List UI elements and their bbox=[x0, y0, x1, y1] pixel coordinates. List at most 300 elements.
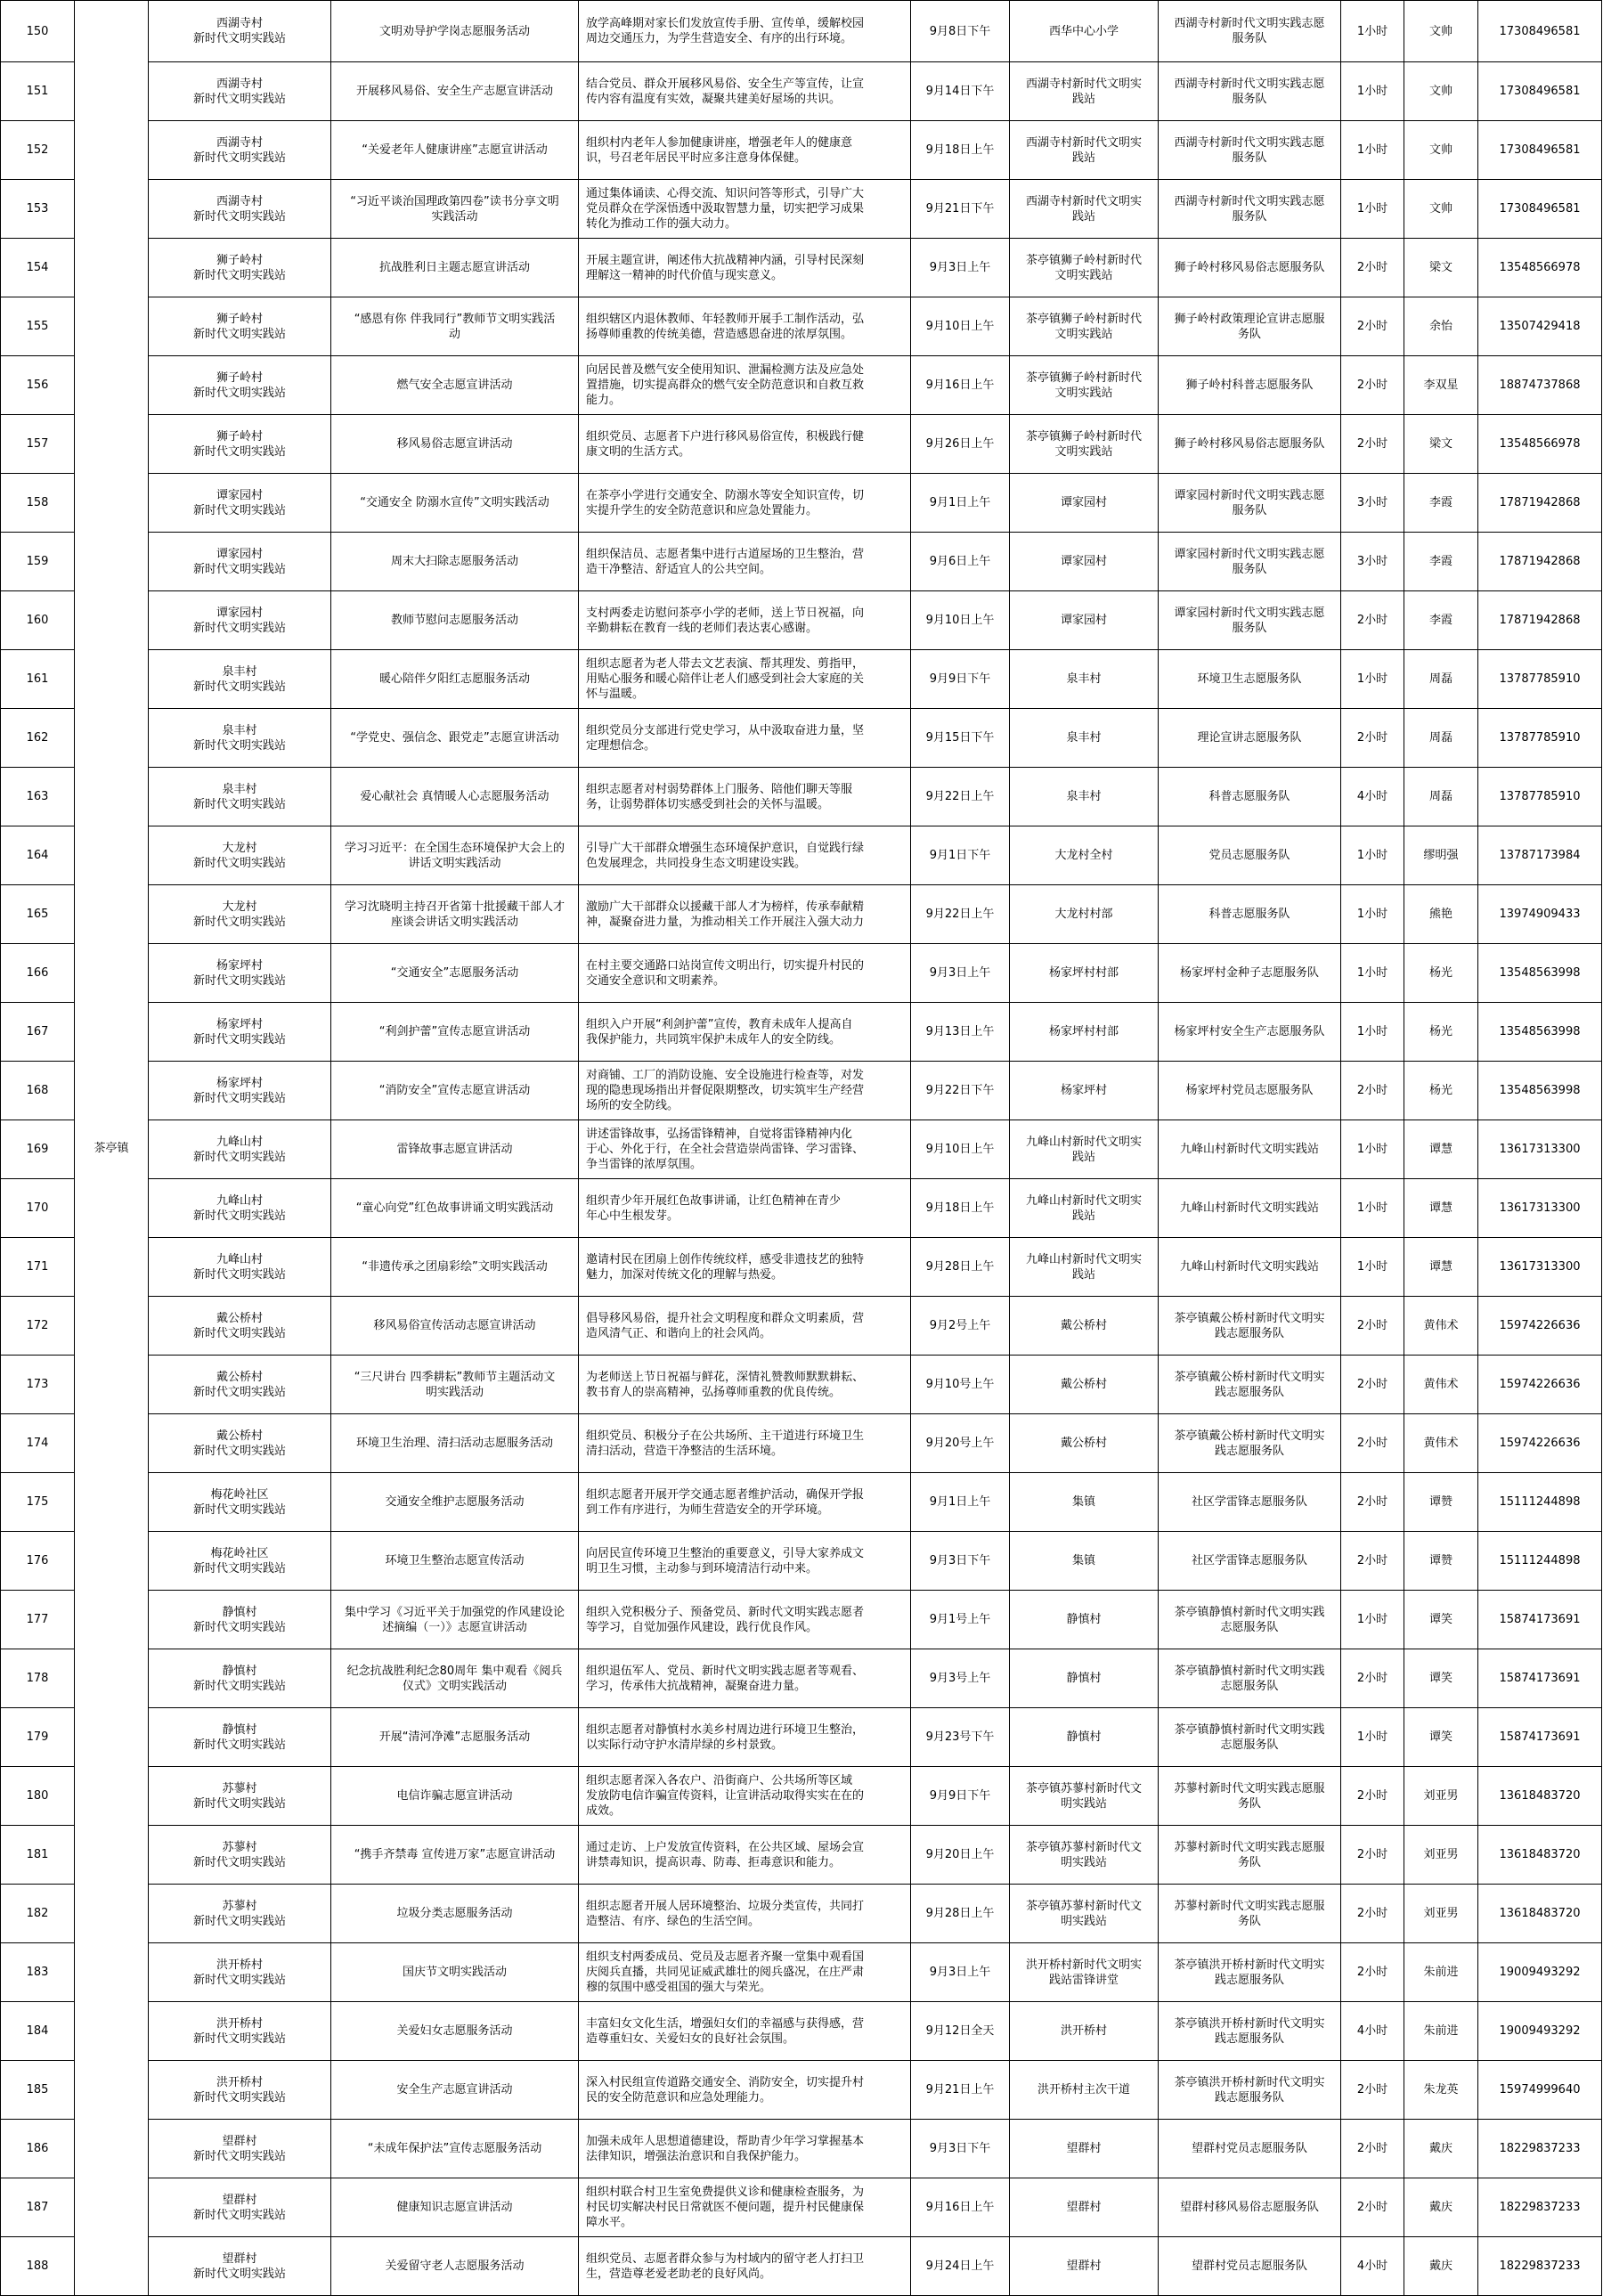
cell-content-line: 争当雷锋的浓厚氛围。 bbox=[586, 1158, 703, 1171]
cell-duration: 2小时 bbox=[1341, 1356, 1404, 1414]
cell-place-line: 西湖寺村新时代文明实 bbox=[1025, 194, 1142, 208]
cell-place-line: 茶亭镇狮子岭村新时代 bbox=[1025, 312, 1142, 326]
cell-content-line: 倡导移风易俗，提升社会文明程度和群众文明素质，营 bbox=[586, 1311, 865, 1325]
cell-team bbox=[1159, 1473, 1341, 1532]
cell-station-line: 戴公桥村 bbox=[216, 1311, 263, 1325]
cell-phone: 13617313300 bbox=[1478, 1120, 1602, 1179]
cell-station bbox=[149, 1414, 331, 1473]
cell-team-line: 茶亭镇静慎村新时代文明实践 bbox=[1174, 1605, 1325, 1619]
cell-content bbox=[579, 121, 911, 180]
cell-contact: 李双星 bbox=[1404, 356, 1478, 415]
cell-team bbox=[1159, 1238, 1341, 1297]
cell-station-line: 静慎村 bbox=[222, 1664, 257, 1678]
cell-contact: 刘亚男 bbox=[1404, 1885, 1478, 1943]
cell-duration: 1小时 bbox=[1341, 1179, 1404, 1238]
cell-station-line: 杨家坪村 bbox=[216, 1017, 263, 1031]
cell-content bbox=[579, 533, 911, 591]
cell-phone: 15874173691 bbox=[1478, 1591, 1602, 1649]
cell-activity-line: 安全生产志愿宣讲活动 bbox=[396, 2083, 513, 2097]
cell-team-line: 服务队 bbox=[1232, 209, 1267, 224]
cell-activity-line: “交通安全”志愿服务活动 bbox=[390, 966, 519, 980]
cell-station-line: 新时代文明实践站 bbox=[192, 92, 286, 106]
cell-content bbox=[579, 885, 911, 944]
cell-place-line: 践站 bbox=[1071, 92, 1095, 106]
cell-number: 167 bbox=[1, 1003, 75, 1062]
cell-number: 179 bbox=[1, 1708, 75, 1767]
cell-duration: 1小时 bbox=[1341, 1003, 1404, 1062]
cell-station bbox=[149, 1003, 331, 1062]
cell-station bbox=[149, 1885, 331, 1943]
cell-phone: 13548563998 bbox=[1478, 1003, 1602, 1062]
cell-team-line: 务队 bbox=[1237, 327, 1261, 341]
cell-station bbox=[149, 885, 331, 944]
cell-activity bbox=[331, 885, 579, 944]
table-row bbox=[1, 121, 1602, 180]
cell-content-line: 加强未成年人思想道德建设，帮助青少年学习掌握基本 bbox=[586, 2134, 865, 2148]
cell-station-line: 狮子岭村 bbox=[216, 253, 263, 267]
cell-content-line: 法律知识，增强法治意识和自我保护能力。 bbox=[586, 2149, 807, 2163]
cell-team bbox=[1159, 709, 1341, 768]
cell-content-line: 组织志愿者对村弱势群体上门服务、陪他们聊天等服 bbox=[586, 782, 853, 796]
cell-place bbox=[1010, 650, 1159, 709]
cell-place-line: 静慎村 bbox=[1066, 1730, 1102, 1744]
cell-activity-line: 移风易俗宣传活动志愿宣讲活动 bbox=[373, 1319, 536, 1332]
cell-date: 9月28日上午 bbox=[911, 1238, 1010, 1297]
cell-content-line: 教书育人的崇高精神，弘扬尊师重教的优良传统。 bbox=[586, 1385, 842, 1399]
cell-content bbox=[579, 1414, 911, 1473]
cell-place bbox=[1010, 2002, 1159, 2061]
cell-activity-line: “童心向党”红色故事讲诵文明实践活动 bbox=[355, 1201, 554, 1215]
cell-team-line: 服务队 bbox=[1232, 151, 1267, 165]
cell-place bbox=[1010, 297, 1159, 356]
cell-team bbox=[1159, 650, 1341, 709]
cell-station-line: 新时代文明实践站 bbox=[192, 738, 286, 753]
cell-activity bbox=[331, 2178, 579, 2237]
cell-content-line: 为老师送上节日祝福与鲜花，深情礼赞教师默默耕耘、 bbox=[586, 1370, 865, 1384]
cell-content bbox=[579, 1943, 911, 2002]
cell-content bbox=[579, 1532, 911, 1591]
cell-date: 9月6日上午 bbox=[911, 533, 1010, 591]
cell-content-line: 我保护能力，共同筑牢保护未成年人的安全防线。 bbox=[586, 1032, 842, 1046]
cell-station-line: 西湖寺村 bbox=[216, 135, 263, 150]
cell-place-line: 戴公桥村 bbox=[1060, 1319, 1107, 1332]
cell-activity-line: “学党史、强信念、跟党走”志愿宣讲活动 bbox=[350, 731, 559, 745]
cell-content bbox=[579, 826, 911, 885]
cell-station-line: 谭家园村 bbox=[216, 488, 263, 502]
cell-activity bbox=[331, 1532, 579, 1591]
cell-place-line: 文明实践站 bbox=[1054, 268, 1113, 282]
cell-team bbox=[1159, 591, 1341, 650]
cell-place-line: 践站 bbox=[1071, 1267, 1095, 1282]
cell-place-line: 明实践站 bbox=[1060, 1855, 1107, 1869]
cell-phone: 19009493292 bbox=[1478, 2002, 1602, 2061]
cell-station-line: 梅花岭社区 bbox=[210, 1546, 269, 1560]
cell-content bbox=[579, 591, 911, 650]
table-row bbox=[1, 62, 1602, 121]
cell-activity-line: 教师节慰问志愿服务活动 bbox=[390, 614, 518, 627]
cell-contact: 谭慧 bbox=[1404, 1179, 1478, 1238]
cell-content-line: 组织入党积极分子、预备党员、新时代文明实践志愿者 bbox=[586, 1605, 865, 1619]
cell-content bbox=[579, 1238, 911, 1297]
cell-place bbox=[1010, 1532, 1159, 1591]
table-row bbox=[1, 2237, 1602, 2296]
cell-station-line: 新时代文明实践站 bbox=[192, 1444, 286, 1458]
cell-team-line: 服务队 bbox=[1232, 621, 1267, 635]
cell-content-line: 理解这一精神的时代价值与现实意义。 bbox=[586, 268, 784, 282]
cell-content-line: 组织保洁员、志愿者集中进行古道屋场的卫生整治，营 bbox=[586, 547, 865, 561]
cell-place-line: 洪开桥村 bbox=[1060, 2024, 1107, 2038]
cell-content bbox=[579, 1062, 911, 1120]
cell-phone: 17871942868 bbox=[1478, 474, 1602, 533]
cell-place-line: 明实践站 bbox=[1060, 1914, 1107, 1928]
cell-duration: 2小时 bbox=[1341, 1943, 1404, 2002]
cell-team-line: 社区学雷锋志愿服务队 bbox=[1191, 1554, 1307, 1567]
cell-date: 9月3号上午 bbox=[911, 1649, 1010, 1708]
cell-station-line: 新时代文明实践站 bbox=[192, 1326, 286, 1340]
cell-team bbox=[1159, 1826, 1341, 1885]
cell-content-line: 学习，传承伟大抗战精神，凝聚奋进力量。 bbox=[586, 1679, 807, 1693]
cell-station-line: 杨家坪村 bbox=[216, 958, 263, 973]
cell-content bbox=[579, 1708, 911, 1767]
cell-station-line: 新时代文明实践站 bbox=[192, 1620, 286, 1634]
cell-duration: 4小时 bbox=[1341, 768, 1404, 826]
cell-content-line: 明卫生习惯，主动参与到环境清洁行动中来。 bbox=[586, 1561, 818, 1575]
cell-number: 152 bbox=[1, 121, 75, 180]
cell-duration: 2小时 bbox=[1341, 356, 1404, 415]
cell-date: 9月3日下午 bbox=[911, 2120, 1010, 2178]
cell-station bbox=[149, 2120, 331, 2178]
cell-place bbox=[1010, 1767, 1159, 1826]
cell-date: 9月10日上午 bbox=[911, 297, 1010, 356]
cell-content-line: 发放防电信诈骗宣传资料，让宣讲活动取得实实在在的 bbox=[586, 1789, 865, 1803]
cell-place bbox=[1010, 474, 1159, 533]
cell-activity bbox=[331, 650, 579, 709]
cell-place-line: 九峰山村新时代文明实 bbox=[1025, 1135, 1142, 1149]
cell-activity bbox=[331, 1356, 579, 1414]
table-row bbox=[1, 768, 1602, 826]
cell-contact: 朱前进 bbox=[1404, 1943, 1478, 2002]
cell-station-line: 新时代文明实践站 bbox=[192, 2090, 286, 2105]
cell-date: 9月10日上午 bbox=[911, 591, 1010, 650]
table-row bbox=[1, 1238, 1602, 1297]
cell-duration: 3小时 bbox=[1341, 474, 1404, 533]
cell-content-line: 魅力，加深对传统文化的理解与热爱。 bbox=[586, 1267, 784, 1282]
cell-content-line: 辛勤耕耘在教育一线的老师们表达衷心感谢。 bbox=[586, 621, 818, 635]
cell-content-line: 等学习，自觉加强作风建设，践行优良作风。 bbox=[586, 1620, 818, 1634]
cell-station bbox=[149, 1591, 331, 1649]
cell-station-line: 新时代文明实践站 bbox=[192, 621, 286, 635]
cell-content-line: 以实际行动守护水清岸绿的乡村景致。 bbox=[586, 1738, 784, 1752]
cell-phone: 15974999640 bbox=[1478, 2061, 1602, 2120]
cell-contact: 黄伟术 bbox=[1404, 1356, 1478, 1414]
cell-number: 160 bbox=[1, 591, 75, 650]
cell-station bbox=[149, 1532, 331, 1591]
cell-content-line: 放学高峰期对家长们发放宣传手册、宣传单，缓解校园 bbox=[586, 17, 865, 30]
cell-place-line: 茶亭镇狮子岭村新时代 bbox=[1025, 253, 1142, 267]
cell-place bbox=[1010, 1591, 1159, 1649]
cell-activity bbox=[331, 1885, 579, 1943]
cell-team-line: 狮子岭村科普志愿服务队 bbox=[1185, 379, 1314, 392]
cell-station-line: 新时代文明实践站 bbox=[192, 32, 286, 45]
cell-station-line: 泉丰村 bbox=[222, 723, 257, 737]
cell-phone: 13548563998 bbox=[1478, 944, 1602, 1003]
cell-duration: 2小时 bbox=[1341, 415, 1404, 474]
cell-contact: 朱前进 bbox=[1404, 2002, 1478, 2061]
cell-content-line: 定理想信念。 bbox=[586, 738, 656, 753]
cell-place bbox=[1010, 1414, 1159, 1473]
cell-content bbox=[579, 709, 911, 768]
cell-place-line: 茶亭镇狮子岭村新时代 bbox=[1025, 429, 1142, 444]
cell-team-line: 茶亭镇戴公桥村新时代文明实 bbox=[1174, 1311, 1325, 1325]
cell-place-line: 九峰山村新时代文明实 bbox=[1025, 1252, 1142, 1266]
cell-activity-line: 纪念抗战胜利纪念80周年 集中观看《阅兵 bbox=[346, 1664, 563, 1678]
cell-team bbox=[1159, 180, 1341, 239]
cell-place-line: 泉丰村 bbox=[1066, 672, 1102, 686]
cell-content bbox=[579, 1591, 911, 1649]
cell-phone: 15974226636 bbox=[1478, 1356, 1602, 1414]
table-row bbox=[1, 356, 1602, 415]
cell-contact: 文帅 bbox=[1404, 121, 1478, 180]
cell-content-line: 传内容有温度有实效，凝聚共建美好屋场的共识。 bbox=[586, 92, 842, 106]
cell-date: 9月8日下午 bbox=[911, 1, 1010, 62]
cell-place-line: 茶亭镇狮子岭村新时代 bbox=[1025, 370, 1142, 385]
cell-station-line: 洪开桥村 bbox=[216, 1958, 263, 1972]
cell-activity-line: 周末大扫除志愿服务活动 bbox=[390, 555, 518, 568]
cell-contact: 戴庆 bbox=[1404, 2120, 1478, 2178]
cell-date: 9月1日上午 bbox=[911, 474, 1010, 533]
cell-activity-line: “消防安全”宣传志愿宣讲活动 bbox=[378, 1084, 531, 1097]
cell-number: 180 bbox=[1, 1767, 75, 1826]
cell-activity bbox=[331, 591, 579, 650]
cell-content-line: 讲禁毒知识，提高识毒、防毒、拒毒意识和能力。 bbox=[586, 1855, 842, 1869]
table-row bbox=[1, 1767, 1602, 1826]
cell-duration: 4小时 bbox=[1341, 2237, 1404, 2296]
table-row bbox=[1, 1003, 1602, 1062]
cell-date: 9月12日全天 bbox=[911, 2002, 1010, 2061]
cell-station bbox=[149, 62, 331, 121]
cell-duration: 2小时 bbox=[1341, 2061, 1404, 2120]
cell-phone: 15874173691 bbox=[1478, 1708, 1602, 1767]
cell-number: 182 bbox=[1, 1885, 75, 1943]
cell-content bbox=[579, 356, 911, 415]
cell-content-line: 生，营造尊老爱老助老的良好风尚。 bbox=[586, 2267, 772, 2281]
cell-team-line: 西湖寺村新时代文明实践志愿 bbox=[1174, 135, 1325, 150]
cell-activity bbox=[331, 1120, 579, 1179]
cell-content-line: 对商铺、工厂的消防设施、安全设施进行检查等，对发 bbox=[586, 1069, 865, 1082]
cell-activity-line: “利剑护蕾”宣传志愿宣讲活动 bbox=[378, 1025, 531, 1038]
cell-station-line: 新时代文明实践站 bbox=[192, 1209, 286, 1223]
cell-station-line: 狮子岭村 bbox=[216, 429, 263, 444]
cell-place bbox=[1010, 1708, 1159, 1767]
cell-duration: 2小时 bbox=[1341, 297, 1404, 356]
cell-date: 9月18日上午 bbox=[911, 1179, 1010, 1238]
cell-team bbox=[1159, 2120, 1341, 2178]
cell-contact: 熊艳 bbox=[1404, 885, 1478, 944]
cell-place-line: 九峰山村新时代文明实 bbox=[1025, 1193, 1142, 1208]
cell-activity-line: “携手齐禁毒 宣传进万家”志愿宣讲活动 bbox=[354, 1848, 556, 1861]
cell-station bbox=[149, 1238, 331, 1297]
cell-team bbox=[1159, 62, 1341, 121]
cell-activity-line: 环境卫生治理、清扫活动志愿服务活动 bbox=[355, 1437, 553, 1450]
cell-contact: 杨光 bbox=[1404, 1062, 1478, 1120]
cell-team-line: 狮子岭村政策理论宣讲志愿服 bbox=[1174, 312, 1325, 326]
table-row bbox=[1, 1591, 1602, 1649]
cell-team-line: 苏蓼村新时代文明实践志愿服 bbox=[1174, 1781, 1325, 1795]
cell-station bbox=[149, 1649, 331, 1708]
cell-content bbox=[579, 1826, 911, 1885]
cell-team-line: 志愿服务队 bbox=[1220, 1620, 1279, 1634]
cell-content bbox=[579, 1297, 911, 1356]
cell-number: 178 bbox=[1, 1649, 75, 1708]
cell-activity-line: 移风易俗志愿宣讲活动 bbox=[396, 437, 513, 451]
cell-content-line: 支村两委走访慰问茶亭小学的老师，送上节日祝福，向 bbox=[586, 606, 865, 620]
cell-content-line: 扬尊师重教的传统美德，营造感恩奋进的浓厚氛围。 bbox=[586, 327, 853, 341]
cell-team-line: 务队 bbox=[1237, 1855, 1261, 1869]
cell-activity bbox=[331, 2002, 579, 2061]
cell-activity bbox=[331, 2120, 579, 2178]
cell-activity-line: 爱心献社会 真情暖人心志愿服务活动 bbox=[360, 790, 549, 803]
cell-activity-line: 暖心陪伴夕阳红志愿服务活动 bbox=[378, 672, 530, 686]
cell-station-line: 新时代文明实践站 bbox=[192, 973, 286, 988]
table-row bbox=[1, 944, 1602, 1003]
cell-content-line: 实提升学生的安全防范意识和应急处置能力。 bbox=[586, 503, 818, 517]
cell-station-line: 洪开桥村 bbox=[216, 2075, 263, 2089]
cell-duration: 1小时 bbox=[1341, 1591, 1404, 1649]
cell-phone: 15111244898 bbox=[1478, 1473, 1602, 1532]
table-row bbox=[1, 2120, 1602, 2178]
cell-place-line: 集镇 bbox=[1071, 1495, 1095, 1509]
cell-content-line: 激励广大干部群众以援藏干部人才为榜样，传承奉献精 bbox=[586, 900, 865, 914]
cell-team bbox=[1159, 826, 1341, 885]
cell-number: 161 bbox=[1, 650, 75, 709]
cell-station bbox=[149, 1826, 331, 1885]
cell-phone: 17308496581 bbox=[1478, 121, 1602, 180]
cell-phone: 13618483720 bbox=[1478, 1767, 1602, 1826]
cell-station-line: 新时代文明实践站 bbox=[192, 1150, 286, 1164]
cell-place bbox=[1010, 533, 1159, 591]
cell-activity-line: 电信诈骗志愿宣讲活动 bbox=[396, 1789, 513, 1803]
cell-content-line: 组织村联合村卫生室免费提供义诊和健康检查服务，为 bbox=[586, 2186, 865, 2199]
cell-content-line: 造干净整洁、舒适宜人的公共空间。 bbox=[586, 562, 772, 576]
cell-phone: 13548563998 bbox=[1478, 1062, 1602, 1120]
cell-contact: 谭笑 bbox=[1404, 1591, 1478, 1649]
cell-team-line: 环境卫生志愿服务队 bbox=[1197, 672, 1302, 686]
cell-activity bbox=[331, 826, 579, 885]
cell-number: 156 bbox=[1, 356, 75, 415]
cell-content-line: 组织党员、志愿者群众参与为村域内的留守老人打扫卫 bbox=[586, 2251, 865, 2266]
cell-station-line: 望群村 bbox=[222, 2134, 257, 2148]
table-row bbox=[1, 1708, 1602, 1767]
cell-station-line: 苏蓼村 bbox=[222, 1781, 257, 1795]
cell-activity-line: 讲话文明实践活动 bbox=[408, 856, 501, 870]
cell-activity bbox=[331, 1179, 579, 1238]
cell-team-line: 服务队 bbox=[1232, 562, 1267, 576]
cell-duration: 3小时 bbox=[1341, 533, 1404, 591]
cell-content-line: 色发展理念，共同投身生态文明建设实践。 bbox=[586, 856, 807, 870]
cell-activity bbox=[331, 768, 579, 826]
cell-contact: 谭赞 bbox=[1404, 1532, 1478, 1591]
cell-content-line: 组织支村两委成员、党员及志愿者齐聚一堂集中观看国 bbox=[586, 1950, 865, 1964]
cell-content bbox=[579, 62, 911, 121]
cell-activity bbox=[331, 1943, 579, 2002]
cell-place bbox=[1010, 62, 1159, 121]
cell-station bbox=[149, 1179, 331, 1238]
cell-team-line: 服务队 bbox=[1232, 92, 1267, 106]
cell-date: 9月14日下午 bbox=[911, 62, 1010, 121]
cell-team bbox=[1159, 1062, 1341, 1120]
cell-place-line: 西湖寺村新时代文明实 bbox=[1025, 135, 1142, 150]
cell-team-line: 茶亭镇洪开桥村新时代文明实 bbox=[1174, 2075, 1325, 2089]
cell-number: 158 bbox=[1, 474, 75, 533]
cell-content-line: 引导广大干部群众增强生态环境保护意识，自觉践行绿 bbox=[586, 841, 865, 855]
cell-contact: 文帅 bbox=[1404, 1, 1478, 62]
table-row bbox=[1, 1356, 1602, 1414]
cell-place-line: 茶亭镇苏蓼村新时代文 bbox=[1025, 1899, 1142, 1913]
cell-place bbox=[1010, 1179, 1159, 1238]
cell-place-line: 泉丰村 bbox=[1066, 731, 1102, 745]
cell-station-line: 新时代文明实践站 bbox=[192, 1032, 286, 1046]
cell-phone: 17308496581 bbox=[1478, 180, 1602, 239]
cell-date: 9月1日下午 bbox=[911, 826, 1010, 885]
cell-duration: 2小时 bbox=[1341, 1826, 1404, 1885]
table-row bbox=[1, 826, 1602, 885]
cell-activity-line: “三尺讲台 四季耕耘”教师节主题活动文 bbox=[354, 1370, 556, 1384]
cell-activity bbox=[331, 1062, 579, 1120]
table-row bbox=[1, 1120, 1602, 1179]
cell-activity bbox=[331, 2061, 579, 2120]
cell-duration: 1小时 bbox=[1341, 1120, 1404, 1179]
cell-place bbox=[1010, 591, 1159, 650]
cell-contact: 缪明强 bbox=[1404, 826, 1478, 885]
cell-phone: 18229837233 bbox=[1478, 2178, 1602, 2237]
cell-date: 9月15日下午 bbox=[911, 709, 1010, 768]
cell-station bbox=[149, 591, 331, 650]
cell-team-line: 志愿服务队 bbox=[1220, 1738, 1279, 1752]
cell-contact: 谭慧 bbox=[1404, 1238, 1478, 1297]
cell-number: 185 bbox=[1, 2061, 75, 2120]
cell-place bbox=[1010, 885, 1159, 944]
cell-content bbox=[579, 944, 911, 1003]
cell-station bbox=[149, 1062, 331, 1120]
cell-team-line: 践志愿服务队 bbox=[1214, 1444, 1284, 1458]
cell-station-line: 新时代文明实践站 bbox=[192, 2149, 286, 2163]
cell-number: 177 bbox=[1, 1591, 75, 1649]
cell-phone: 13548566978 bbox=[1478, 415, 1602, 474]
cell-station-line: 大龙村 bbox=[222, 900, 257, 914]
cell-activity-line: 动 bbox=[448, 327, 460, 341]
cell-activity bbox=[331, 1826, 579, 1885]
cell-number: 164 bbox=[1, 826, 75, 885]
cell-number: 154 bbox=[1, 239, 75, 297]
cell-station-line: 泉丰村 bbox=[222, 664, 257, 679]
table-row bbox=[1, 2178, 1602, 2237]
cell-date: 9月24日上午 bbox=[911, 2237, 1010, 2296]
cell-team-line: 苏蓼村新时代文明实践志愿服 bbox=[1174, 1899, 1325, 1913]
cell-station bbox=[149, 650, 331, 709]
cell-place-line: 谭家园村 bbox=[1060, 614, 1107, 627]
cell-content bbox=[579, 2120, 911, 2178]
cell-content-line: 组织退伍军人、党员、新时代文明实践志愿者等观看、 bbox=[586, 1664, 865, 1678]
cell-team-line: 践志愿服务队 bbox=[1214, 2090, 1284, 2105]
table-row bbox=[1, 1649, 1602, 1708]
cell-contact: 文帅 bbox=[1404, 62, 1478, 121]
cell-content-line: 用贴心服务和暖心陪伴让老人们感受到社会大家庭的关 bbox=[586, 672, 865, 686]
cell-team-line: 理论宣讲志愿服务队 bbox=[1197, 731, 1302, 745]
cell-station-line: 新时代文明实践站 bbox=[192, 327, 286, 341]
cell-station-line: 新时代文明实践站 bbox=[192, 444, 286, 459]
cell-station bbox=[149, 356, 331, 415]
cell-place-line: 望群村 bbox=[1066, 2142, 1102, 2155]
